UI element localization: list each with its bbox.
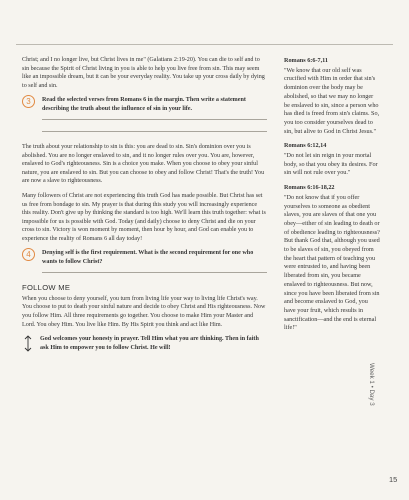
margin-verses bbox=[284, 57, 380, 339]
top-divider bbox=[16, 44, 393, 45]
week-day-tab-label: Week 1 • Day 3 bbox=[368, 363, 375, 406]
main-column bbox=[22, 56, 267, 352]
verse-reference: Romans 6:12,14 bbox=[284, 142, 327, 150]
verse-reference: Romans 6:16-18,22 bbox=[284, 184, 335, 192]
follow-paragraph: When you choose to deny yourself, you turn from living life your way to living life Christ's way. You choose to put to death your sinful nature and decide to obey Christ and His righteousness. Now you follow Him. All three requirements go together. You choose to make Him your Master and Lord. You obey Him. You live like Him. By His Spirit you think and act like Him. bbox=[22, 295, 266, 328]
intro-paragraph: Christ; and I no longer live, but Christ lives in me" (Galatians 2:19-20). You can die to self and to sin because the Spirit of Christ living in you is able to help you live free from sin. This may seem like an impossible dream, but it can be your everyday reality. You take up your cross daily by dying to self and sin. bbox=[22, 57, 265, 89]
answer-line[interactable] bbox=[42, 131, 267, 132]
verse-text: "Do not let sin reign in your mortal body, so that you obey its desires. For sin will not rule over you." bbox=[284, 152, 378, 177]
question-number-circle: 4 bbox=[22, 248, 35, 261]
question-3-text: Read the selected verses from Romans 6 in the margin. Then write a statement describing the truth about the influence of sin in your life. bbox=[42, 97, 246, 112]
question-4-text: Denying self is the first requirement. What is the second requirement for one who wants to follow Christ? bbox=[42, 250, 254, 265]
many-paragraph: Many followers of Christ are not experiencing this truth God has made possible. But Christ has set us free from bondage to sin. My prayer is that during this study you will increasingly experience this reality. Don't give up by thinking the standard is too high. We'll learn this truth together: what is impossible for us is possible with God. Today (and daily) choose to deny Christ and die on your cross to sin. Victory is won moment by moment, then hour by hour, and God can enable you to experience the reality of Romans 6 all day today! bbox=[22, 193, 266, 242]
verse-reference: Romans 6:6-7,11 bbox=[284, 57, 329, 64]
verse-text: "Do not know that if you offer yourselves to someone as obedient slaves, you are slaves of that one you obey—either of sin leading to death or of obedience leading to righteousness? But thank God that, although you used to be slaves of sin, you obeyed from the heart that pattern of teaching you were entrusted to, and having been liberated from sin, you became enslaved to righteousness. But now, since you have been liberated from sin and become enslaved to God, you have your fruit, which results in sanctification—and the end is eternal life!" bbox=[284, 193, 380, 332]
question-3 bbox=[22, 96, 267, 113]
verse-block bbox=[284, 57, 380, 136]
verse-text: "We know that our old self was crucified with Him in order that sin's dominion over the body may be abolished, so that we may no longer be enslaved to sin, since a person who has died is freed from sin's claims. So, you too consider yourselves dead to sin, but alive to God in Christ Jesus." bbox=[284, 66, 380, 135]
prayer-prompt bbox=[22, 335, 267, 352]
question-4 bbox=[22, 249, 267, 266]
prayer-text: God welcomes your honesty in prayer. Tell Him what you are thinking. Then in faith ask Him to empower you to follow Christ. He will! bbox=[40, 336, 259, 351]
question-number-circle: 3 bbox=[22, 95, 35, 108]
verse-block bbox=[284, 142, 380, 178]
verse-block bbox=[284, 184, 380, 333]
answer-line[interactable] bbox=[42, 272, 267, 273]
page-number: 15 bbox=[389, 475, 398, 484]
section-heading: FOLLOW ME bbox=[22, 283, 71, 293]
truth-paragraph: The truth about your relationship to sin is this: you are dead to sin. Sin's dominion over you is abolished. You are no longer enslaved to sin, and it no longer rules over you. You are, however, enslaved to God's righteousness. Sin is a choice you make. When you choose to obey your sinful nature, you are enslaved to sin. But you can choose to obey and follow Christ! That's the truth! You are now a slave to righteousness. bbox=[22, 144, 265, 185]
double-arrow-icon bbox=[23, 335, 33, 352]
answer-line[interactable] bbox=[42, 119, 267, 120]
